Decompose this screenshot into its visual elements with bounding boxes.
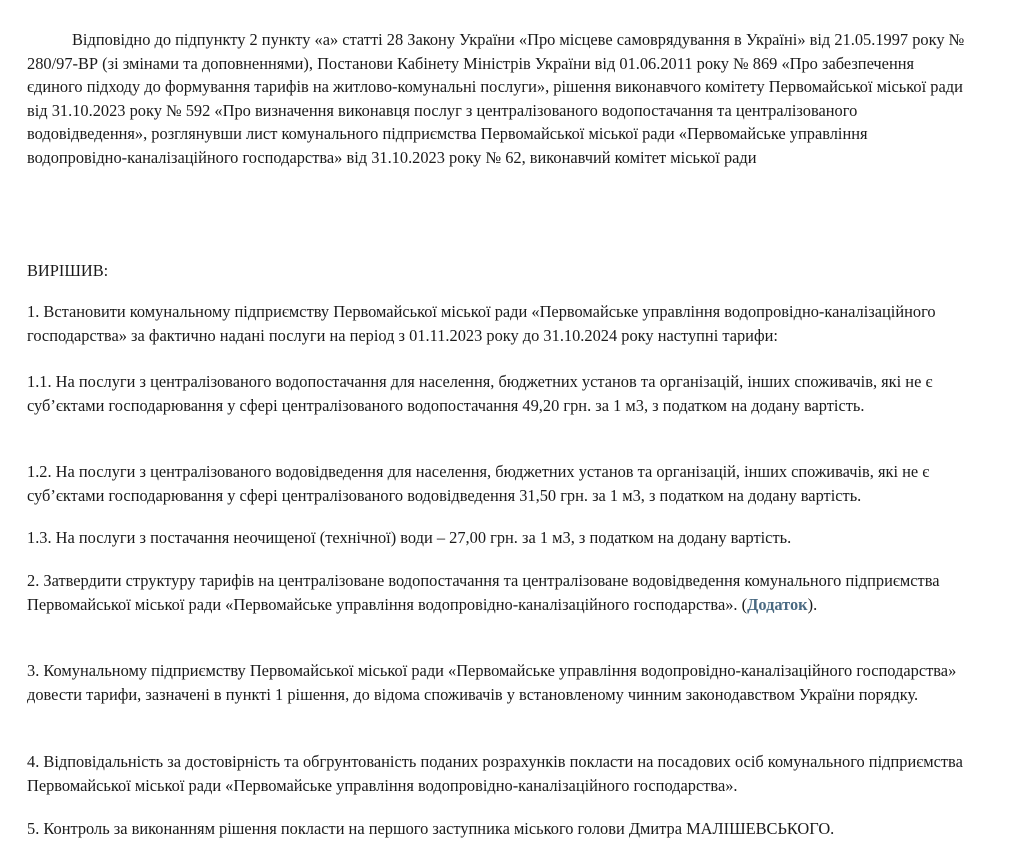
item-4: 4. Відповідальність за достовірність та обгрунтованість поданих розрахунків покласти на посадових осіб комунального підприємства Первомайської міської ради «Первомайське управління водопровідно-каналізаційного господарства».	[27, 752, 963, 795]
item-1-2: 1.2. На послуги з централізованого водовідведення для населення, бюджетних установ та організацій, інших споживачів, які не є суб’єктами господарювання у сфері централізованого водовідведення 31,50 грн. за 1 м3, з податком на додану вартість.	[27, 462, 930, 505]
item-5: 5. Контроль за виконанням рішення покласти на першого заступника міського голови Дмитра МАЛІШЕВСЬКОГО.	[27, 819, 835, 838]
appendix-link[interactable]: Додаток	[747, 594, 808, 614]
item-1-1: 1.1. На послуги з централізованого водопостачання для населення, бюджетних установ та організацій, інших споживачів, які не є суб’єктами господарювання у сфері централізованого водопостачання 49,20 грн. за 1 м3, з податком на додану вартість.	[27, 372, 933, 415]
intro-paragraph: Відповідно до підпункту 2 пункту «а» статті 28 Закону України «Про місцеве самоврядування в Україні» від 21.05.1997 року № 280/97-ВР (зі змінами та доповненнями), Постанови Кабінету Міністрів України від 01.06.2011 року № 869 «Про забезпечення єдиного підходу до формування тарифів на житлово-комунальні послуги», рішення виконавчого комітету Первомайської міської ради від 31.10.2023 року № 592 «Про визначення виконавця послуг з централізованого водопостачання та централізованого водовідведення», розглянувши лист комунального підприємства Первомайської міської ради «Первомайське управління водопровідно-каналізаційного господарства» від 31.10.2023 року № 62, виконавчий комітет міської ради	[27, 30, 965, 167]
item-1: 1. Встановити комунальному підприємству Первомайської міської ради «Первомайське управління водопровідно-каналізаційного господарства» за фактично надані послуги на період з 01.11.2023 року до 31.10.2024 року наступні тарифи:	[27, 302, 936, 345]
item-3: 3. Комунальному підприємству Первомайської міської ради «Первомайське управління водопровідно-каналізаційного господарства» довести тарифи, зазначені в пункті 1 рішення, до відома споживачів у встановленому чинним законодавством України порядку.	[27, 661, 957, 704]
item-2-text: 2. Затвердити структуру тарифів на централізоване водопостачання та централізоване водовідведення комунального підприємства Первомайської міської ради «Первомайське управління водопровідно-каналізаційного господарства». (	[27, 571, 940, 614]
decision-heading: ВИРІШИВ:	[27, 261, 109, 280]
item-2-end: ).	[807, 594, 818, 614]
item-1-3: 1.3. На послуги з постачання неочищеної (технічної) води – 27,00 грн. за 1 м3, з податком на додану вартість.	[27, 528, 792, 547]
item-2	[27, 569, 967, 616]
